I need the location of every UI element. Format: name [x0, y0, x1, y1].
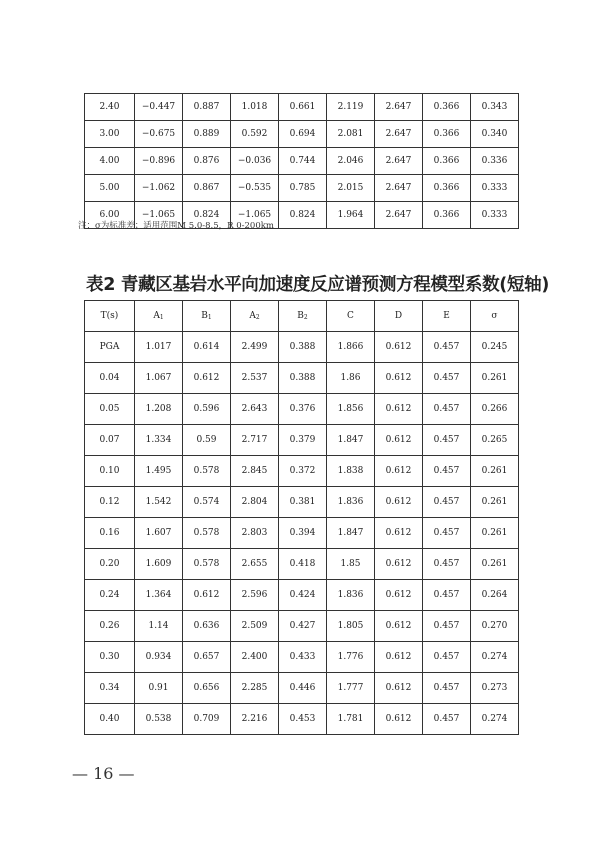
table-cell: 0.372 [279, 456, 327, 487]
table-cell: 0.614 [183, 332, 231, 363]
table-cell: 0.30 [85, 642, 135, 673]
column-header-label: C [347, 311, 354, 321]
table-cell: 0.934 [135, 642, 183, 673]
table-cell: 2.216 [231, 704, 279, 735]
table-cell: 2.717 [231, 425, 279, 456]
table-cell: 0.694 [279, 121, 327, 148]
table-cell: PGA [85, 332, 135, 363]
table-cell: 0.59 [183, 425, 231, 456]
table-cell: 0.824 [183, 202, 231, 229]
table-cell: 0.612 [375, 394, 423, 425]
coefficients-table [84, 300, 519, 735]
table-cell: 0.266 [471, 394, 519, 425]
column-header-label: B [201, 311, 208, 321]
column-header [135, 301, 183, 332]
column-header-label: B [297, 311, 304, 321]
table-cell: 0.457 [423, 394, 471, 425]
table-cell: 0.612 [375, 549, 423, 580]
table-cell: 0.656 [183, 673, 231, 704]
table-cell: 2.119 [327, 94, 375, 121]
table-cell: 0.261 [471, 363, 519, 394]
table-cell: 0.612 [375, 332, 423, 363]
table-header-row [85, 301, 519, 332]
table-cell: 1.847 [327, 425, 375, 456]
table-cell: 1.334 [135, 425, 183, 456]
column-header-label: A [249, 311, 256, 321]
table-cell: 0.274 [471, 642, 519, 673]
table-cell: 0.709 [183, 704, 231, 735]
page-number: — 16 — [72, 764, 135, 783]
table-cell: 0.274 [471, 704, 519, 735]
table-cell: 2.046 [327, 148, 375, 175]
table-row [85, 611, 519, 642]
table-cell: 1.018 [231, 94, 279, 121]
table-cell: 1.805 [327, 611, 375, 642]
table-cell: 0.261 [471, 487, 519, 518]
table-cell: 0.418 [279, 549, 327, 580]
table-cell: 0.388 [279, 363, 327, 394]
table-cell: 3.00 [85, 121, 135, 148]
table-cell: 1.86 [327, 363, 375, 394]
column-header [231, 301, 279, 332]
table-row [85, 332, 519, 363]
table-cell: 0.336 [471, 148, 519, 175]
table-row [85, 456, 519, 487]
table-cell: 2.643 [231, 394, 279, 425]
table-cell: 0.366 [423, 202, 471, 229]
table-cell: 1.067 [135, 363, 183, 394]
table-cell: 0.24 [85, 580, 135, 611]
table-cell: 1.856 [327, 394, 375, 425]
column-header-subscript: 1 [159, 314, 164, 321]
table-cell: 1.85 [327, 549, 375, 580]
column-header-label: E [443, 311, 450, 321]
column-header [471, 301, 519, 332]
table-title: 表2 青藏区基岩水平向加速度反应谱预测方程模型系数(短轴) [86, 275, 550, 295]
column-header-label: D [394, 311, 403, 321]
table-cell: 0.40 [85, 704, 135, 735]
column-header-subscript: 2 [303, 314, 308, 321]
table-cell: 0.424 [279, 580, 327, 611]
table-cell: 0.574 [183, 487, 231, 518]
table-cell: 0.612 [375, 425, 423, 456]
table-row [85, 121, 519, 148]
table-cell: 0.612 [375, 704, 423, 735]
column-header-subscript: 1 [207, 314, 212, 321]
table-cell: 0.366 [423, 175, 471, 202]
table-cell: 2.537 [231, 363, 279, 394]
table-cell: −0.535 [231, 175, 279, 202]
table-cell: 2.655 [231, 549, 279, 580]
table-cell: −0.896 [135, 148, 183, 175]
table-cell: −0.675 [135, 121, 183, 148]
table-cell: 0.785 [279, 175, 327, 202]
table-cell: 0.12 [85, 487, 135, 518]
table-row [85, 580, 519, 611]
coefficients-table-continued [84, 93, 519, 229]
table-cell: 0.446 [279, 673, 327, 704]
table-cell: 0.578 [183, 518, 231, 549]
table-cell: 0.270 [471, 611, 519, 642]
table-cell: 0.457 [423, 487, 471, 518]
table-cell: 0.366 [423, 121, 471, 148]
column-header-label: A [153, 311, 160, 321]
column-header [279, 301, 327, 332]
table-cell: 0.453 [279, 704, 327, 735]
column-header [183, 301, 231, 332]
table-cell: 0.457 [423, 332, 471, 363]
table-cell: 0.612 [375, 611, 423, 642]
table-cell: 0.889 [183, 121, 231, 148]
table-cell: 2.499 [231, 332, 279, 363]
table-cell: 2.647 [375, 148, 423, 175]
table-cell: 0.867 [183, 175, 231, 202]
table-row [85, 642, 519, 673]
table-cell: 0.261 [471, 456, 519, 487]
table-cell: 0.578 [183, 456, 231, 487]
table-cell: 1.609 [135, 549, 183, 580]
table-cell: 0.273 [471, 673, 519, 704]
table-cell: 0.245 [471, 332, 519, 363]
column-header [375, 301, 423, 332]
table-cell: 1.208 [135, 394, 183, 425]
table-cell: 0.876 [183, 148, 231, 175]
table-cell: 0.388 [279, 332, 327, 363]
table-cell: 1.14 [135, 611, 183, 642]
table-cell: 2.596 [231, 580, 279, 611]
table-cell: 1.542 [135, 487, 183, 518]
table-cell: 0.340 [471, 121, 519, 148]
table-cell: −1.065 [135, 202, 183, 229]
table-cell: 1.836 [327, 580, 375, 611]
table-row [85, 175, 519, 202]
table-cell: 0.343 [471, 94, 519, 121]
table-cell: 0.457 [423, 518, 471, 549]
table-cell: 0.26 [85, 611, 135, 642]
table-cell: 0.612 [183, 363, 231, 394]
table-row [85, 363, 519, 394]
table-cell: 0.457 [423, 673, 471, 704]
table-cell: 1.838 [327, 456, 375, 487]
table-cell: 1.607 [135, 518, 183, 549]
table-cell: 0.261 [471, 518, 519, 549]
table-cell: 0.394 [279, 518, 327, 549]
table-cell: 1.964 [327, 202, 375, 229]
table-cell: 0.20 [85, 549, 135, 580]
table-cell: 2.647 [375, 175, 423, 202]
table-row [85, 394, 519, 425]
table-cell: 0.824 [279, 202, 327, 229]
table-cell: 2.803 [231, 518, 279, 549]
table-cell: 1.017 [135, 332, 183, 363]
table-cell: 1.777 [327, 673, 375, 704]
table-cell: 1.495 [135, 456, 183, 487]
table-cell: 1.776 [327, 642, 375, 673]
table-cell: 2.285 [231, 673, 279, 704]
table-row [85, 148, 519, 175]
table-cell: 0.596 [183, 394, 231, 425]
table-cell: 0.376 [279, 394, 327, 425]
column-header [85, 301, 135, 332]
table-cell: 0.07 [85, 425, 135, 456]
table-cell: 0.379 [279, 425, 327, 456]
table-cell: 2.804 [231, 487, 279, 518]
table-row [85, 518, 519, 549]
table-cell: 0.457 [423, 456, 471, 487]
table-cell: 0.887 [183, 94, 231, 121]
table-cell: 2.509 [231, 611, 279, 642]
table-cell: 2.081 [327, 121, 375, 148]
table-cell: 0.636 [183, 611, 231, 642]
table-cell: 0.612 [375, 487, 423, 518]
table-cell: 0.661 [279, 94, 327, 121]
table-cell: 0.04 [85, 363, 135, 394]
column-header-label: T(s) [100, 311, 119, 321]
table-note: 注：σ为标准差；适用范围M 5.0-8.5，R 0-200km [78, 221, 274, 231]
table-row [85, 425, 519, 456]
table-row [85, 94, 519, 121]
table-cell: 0.578 [183, 549, 231, 580]
table-cell: 0.457 [423, 425, 471, 456]
table-cell: 0.427 [279, 611, 327, 642]
table-cell: 2.015 [327, 175, 375, 202]
table-cell: 0.265 [471, 425, 519, 456]
table-cell: 0.612 [183, 580, 231, 611]
table-cell: −1.065 [231, 202, 279, 229]
table-cell: 0.457 [423, 642, 471, 673]
table-cell: 0.457 [423, 704, 471, 735]
table-cell: 0.457 [423, 580, 471, 611]
table-cell: 1.836 [327, 487, 375, 518]
table-cell: 4.00 [85, 148, 135, 175]
table-cell: 0.366 [423, 94, 471, 121]
table-cell: 0.333 [471, 202, 519, 229]
table-cell: 0.457 [423, 549, 471, 580]
table-cell: 2.400 [231, 642, 279, 673]
table-cell: 0.612 [375, 580, 423, 611]
table-cell: −1.062 [135, 175, 183, 202]
table-cell: 0.91 [135, 673, 183, 704]
table-cell: 0.264 [471, 580, 519, 611]
table-cell: 1.866 [327, 332, 375, 363]
column-header [423, 301, 471, 332]
table-cell: 0.612 [375, 642, 423, 673]
table-cell: 0.612 [375, 518, 423, 549]
table-cell: 1.364 [135, 580, 183, 611]
table-row [85, 549, 519, 580]
table-row [85, 487, 519, 518]
table-cell: 0.612 [375, 673, 423, 704]
table-cell: 0.657 [183, 642, 231, 673]
table-cell: 0.592 [231, 121, 279, 148]
table-cell: 0.612 [375, 363, 423, 394]
table-cell: 2.647 [375, 202, 423, 229]
table-cell: 1.781 [327, 704, 375, 735]
table-cell: 0.05 [85, 394, 135, 425]
table-cell: 0.538 [135, 704, 183, 735]
table-cell: 0.16 [85, 518, 135, 549]
table-cell: 0.366 [423, 148, 471, 175]
column-header-label: σ [491, 311, 498, 321]
table-cell: −0.447 [135, 94, 183, 121]
table-cell: 0.457 [423, 611, 471, 642]
table-cell: 2.845 [231, 456, 279, 487]
table-cell: 0.10 [85, 456, 135, 487]
table-cell: 0.34 [85, 673, 135, 704]
table-cell: 0.457 [423, 363, 471, 394]
table-cell: −0.036 [231, 148, 279, 175]
table-cell: 0.433 [279, 642, 327, 673]
table-cell: 0.381 [279, 487, 327, 518]
table-cell: 6.00 [85, 202, 135, 229]
table-cell: 2.647 [375, 121, 423, 148]
table-row [85, 673, 519, 704]
table-cell: 5.00 [85, 175, 135, 202]
table-cell: 0.333 [471, 175, 519, 202]
column-header-subscript: 2 [255, 314, 260, 321]
table-cell: 0.261 [471, 549, 519, 580]
table-cell: 0.612 [375, 456, 423, 487]
column-header [327, 301, 375, 332]
table-cell: 2.647 [375, 94, 423, 121]
table-cell: 1.847 [327, 518, 375, 549]
table-cell: 2.40 [85, 94, 135, 121]
table-cell: 0.744 [279, 148, 327, 175]
table-row [85, 704, 519, 735]
